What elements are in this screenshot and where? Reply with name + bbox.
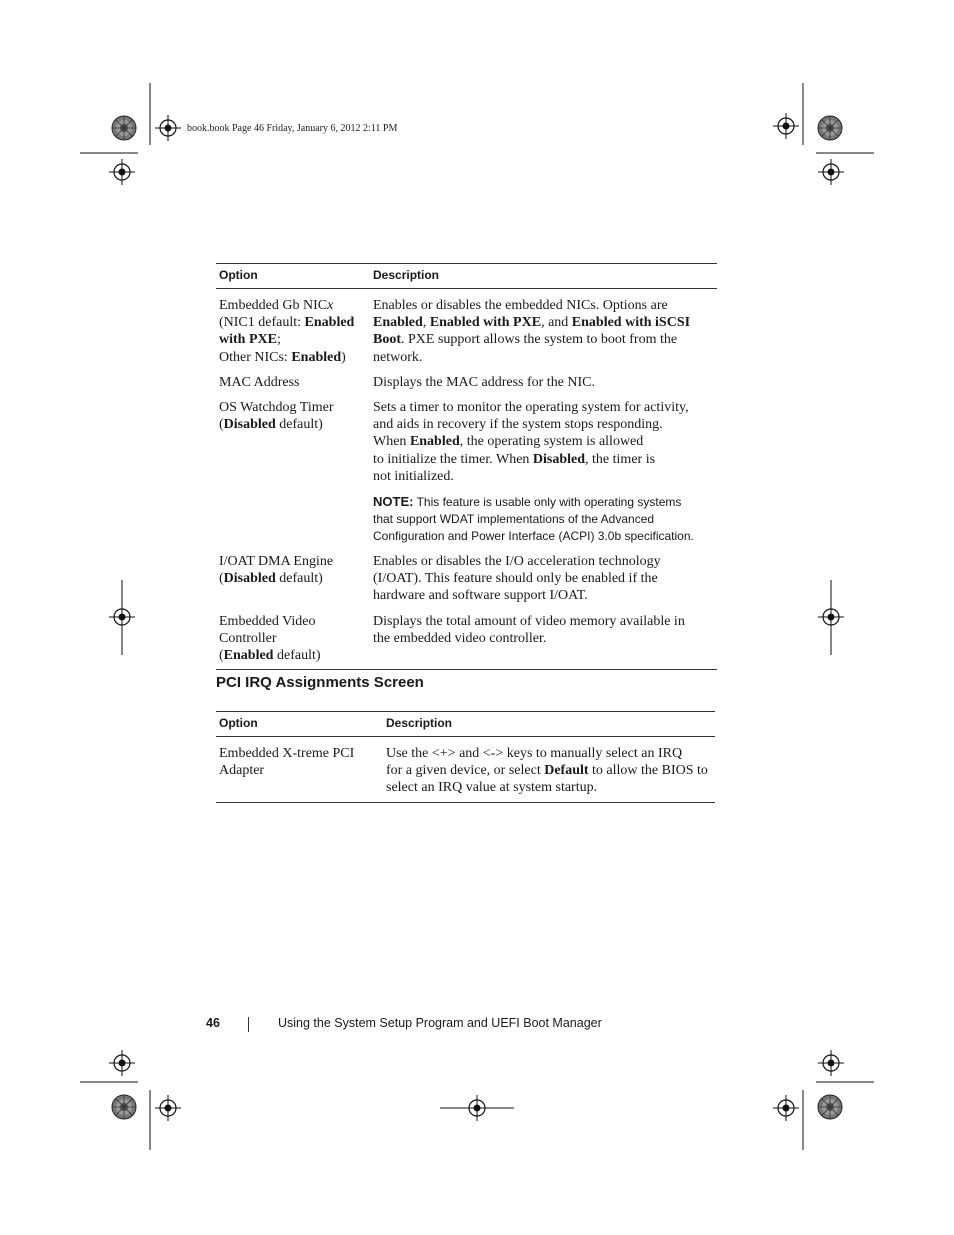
pci-irq-table (216, 711, 715, 803)
registration-mark-icon (109, 159, 135, 185)
page-number: 46 (206, 1016, 220, 1030)
description-cell: Enables or disables the I/O acceleration technology (I/OAT). This feature should only be enabled if the hardware and software support I/OAT. (373, 554, 661, 604)
color-wheel-icon (112, 116, 136, 140)
description-cell: Displays the total amount of video memory available in the embedded video controller. (370, 605, 717, 670)
table-row-ioat-dma-engine (216, 545, 717, 605)
description-cell: Displays the MAC address for the NIC. (373, 374, 596, 390)
note-block: NOTE: This feature is usable only with operating systems that support WDAT implementations of the Advanced Configuration and Power Interface (ACPI) 3.0b specification. (373, 494, 694, 544)
column-header-option: Option (216, 264, 370, 289)
registration-mark-icon (773, 113, 799, 139)
color-wheel-icon (818, 116, 842, 140)
print-header: book.book Page 46 Friday, January 6, 2012 2:11 PM (187, 123, 398, 134)
table-row-embedded-nic (216, 289, 717, 366)
option-cell: Embedded X-treme PCI Adapter (216, 737, 383, 803)
table-row-mac-address (216, 366, 717, 391)
column-header-description: Description (370, 264, 717, 289)
footer-divider (248, 1017, 249, 1032)
description-cell: Sets a timer to monitor the operating system for activity, and aids in recovery if the system stops responding. When Enabled, the operating system is allowed to initialize the timer. When Disabled, the timer is not initialized. NOTE: This feature is usable only with operating systems that support WDAT implementations of the Advanced Configuration and Power Interface (ACPI) 3.0b specification. (370, 391, 717, 545)
option-cell: OS Watchdog Timer (Disabled default) (219, 400, 334, 433)
option-cell: Embedded Video Controller (Enabled default) (216, 605, 370, 670)
column-header-description: Description (383, 712, 715, 737)
table-row-embedded-xtreme-pci-adapter (216, 737, 715, 803)
registration-mark-icon (155, 115, 181, 141)
option-cell: MAC Address (219, 374, 300, 390)
option-cell: I/OAT DMA Engine (Disabled default) (219, 554, 334, 587)
registration-mark-icon (818, 159, 844, 185)
color-wheel-icon (818, 1095, 842, 1119)
table-row-embedded-video-controller (216, 605, 717, 670)
section-heading: PCI IRQ Assignments Screen (216, 674, 424, 691)
option-cell: Embedded Gb NICx (NIC1 default: Enabled with PXE; Other NICs: Enabled) (219, 298, 355, 365)
registration-mark-icon (109, 1050, 135, 1076)
table-row-os-watchdog-timer (216, 391, 717, 545)
options-table (216, 263, 717, 670)
note-label: NOTE: (373, 494, 414, 510)
registration-mark-icon (155, 1095, 181, 1121)
registration-mark-icon (773, 1095, 799, 1121)
running-footer-title: Using the System Setup Program and UEFI Boot Manager (278, 1016, 602, 1030)
registration-mark-icon (818, 1050, 844, 1076)
description-cell: Use the <+> and <-> keys to manually select an IRQ for a given device, or select Default to allow the BIOS to select an IRQ value at system startup. (383, 737, 715, 803)
color-wheel-icon (112, 1095, 136, 1119)
description-cell: Enables or disables the embedded NICs. Options are Enabled, Enabled with PXE, and Enabled with iSCSI Boot. PXE support allows the system to boot from the network. (373, 298, 691, 365)
column-header-option: Option (216, 712, 383, 737)
